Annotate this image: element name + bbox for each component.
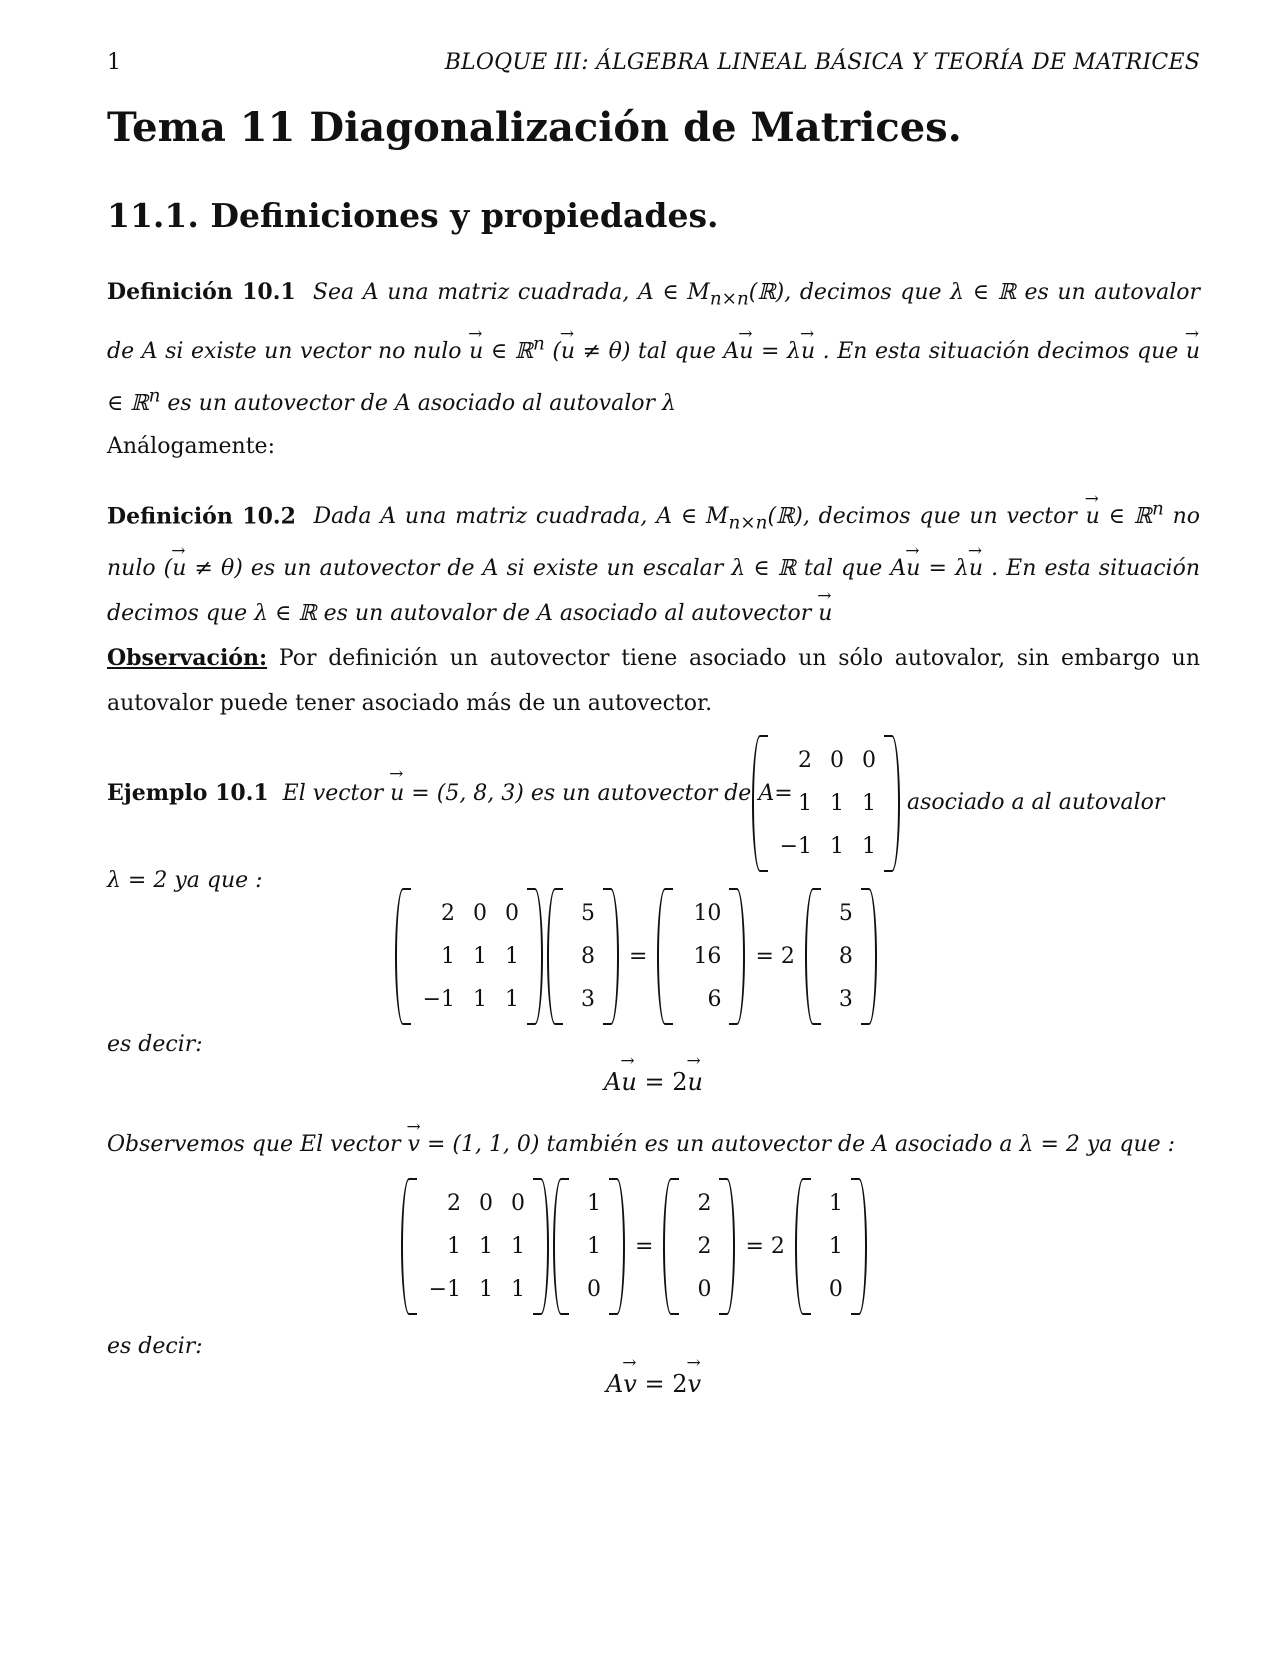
equals-sign: = [629,944,648,969]
matrix-cell: 8 [581,944,595,969]
matrix-cell: 1 [479,1234,493,1259]
matrix-cell: 5 [838,901,853,926]
matrix-cell: 1 [830,791,844,816]
matrix-cell: −1 [779,834,812,859]
product-Av-column [663,1178,735,1315]
product-Au-column [657,888,745,1025]
def-text: Sea A una matriz cuadrada, A ∈ M [312,280,710,305]
matrix-cell: 1 [447,1234,461,1259]
matrix-cell: 1 [473,944,487,969]
vector-u-column [547,888,619,1025]
def-sub: n×n [728,512,768,534]
vector-u: → u [739,329,753,374]
matrix-cell: 8 [838,944,853,969]
matrix-cell: 16 [693,944,722,969]
matrix-cell: 0 [697,1277,712,1302]
example-text: = (5, 8, 3) es un autovector de A= [404,781,793,806]
def-sup: n [1151,499,1164,520]
def-text: no nulo ( [107,504,1200,581]
matrix-cell: 1 [862,791,876,816]
obs-v-text: = (1, 1, 0) también es un autovector de A asociado a λ = 2 ya que : [419,1132,1176,1157]
definition-label: Definición 10.1 [107,279,296,305]
def-sub: n×n [709,288,749,310]
def-text: ≠ θ) tal que A [575,338,740,364]
vector-u: → u [172,546,186,591]
section-heading: 11.1. Definiciones y propiedades. [107,196,719,235]
matrix-cell: 3 [581,987,595,1012]
matrix-cell: 2 [441,901,455,926]
eq-A: A [604,1068,622,1096]
running-title: BLOQUE III: ÁLGEBRA LINEAL BÁSICA Y TEORÍA DE MATRICES [444,50,1200,75]
equals-sign: = [635,1234,654,1259]
matrix-cell: 2 [798,748,812,773]
def-text: (ℝ), decimos que λ ∈ ℝ es un autovalor de A si existe un vector no nulo [107,280,1201,364]
matrix-cell: 1 [587,1191,601,1216]
page-number: 1 [107,50,121,75]
definition-10-2 [107,487,1200,636]
example-text: El vector [282,781,391,806]
eq-mid: = 2 [636,1068,688,1096]
matrix-cell: −1 [422,987,455,1012]
vector-u: → u [390,781,404,806]
example-text-c: asociado a al autovalor [907,790,1165,815]
matrix-cell: 2 [697,1191,712,1216]
vector-u: → u [906,546,920,591]
vector-v: → v [408,1122,420,1167]
observation-v [107,1122,1200,1167]
matrix-cell: 0 [505,901,519,926]
es-decir-2: es decir: [107,1334,203,1359]
matrix-cell: 1 [505,944,519,969]
vector-u: → u [1186,329,1200,374]
product-u [395,888,877,1025]
equation-Au [107,1068,1200,1096]
def-text: . En esta situación decimos que λ ∈ ℝ es un autovalor de A asociado al autovector [107,555,1200,626]
vector-u: → u [801,329,815,374]
vector-u: → u [469,329,483,374]
equals-two: = 2 [755,944,795,969]
matrix-cell: 1 [511,1234,525,1259]
matrix-cell: 6 [707,987,722,1012]
matrix-A-inline [752,735,900,872]
matrix-cell: 1 [511,1277,525,1302]
vector-v: → v [687,1370,701,1398]
matrix-cell: −1 [428,1277,461,1302]
def-sup: n [148,385,161,407]
matrix-A [401,1178,549,1315]
vector-u: → u [561,329,575,374]
equals-two: = 2 [745,1234,785,1259]
matrix-cell: 0 [479,1191,493,1216]
vector-u: → u [969,546,983,591]
matrix-cell: 0 [830,748,844,773]
matrix-A [752,735,900,872]
page-title: Tema 11 Diagonalización de Matrices. [107,104,962,151]
def-text: ∈ ℝ [483,338,533,364]
matrix-cell: 1 [505,987,519,1012]
lambda-line: λ = 2 ya que : [107,868,263,893]
def-text: ( [544,338,561,364]
vector-v-column [795,1178,867,1315]
def-text: Dada A una matriz cuadrada, A ∈ M [313,504,729,530]
vector-v: → v [623,1370,637,1398]
matrix-cell: 3 [838,987,853,1012]
def-text: ∈ ℝ [1099,504,1152,530]
matrix-cell: 1 [830,834,844,859]
product-v [401,1178,867,1315]
def-sup: n [532,333,545,355]
def-text: ≠ θ) es un autovector de A si existe un escalar λ ∈ ℝ tal que A [186,555,907,581]
matrix-cell: 1 [587,1234,601,1259]
matrix-cell: 2 [447,1191,461,1216]
example-heading [107,780,793,806]
matrix-cell: 1 [828,1234,843,1259]
matrix-cell: 2 [697,1234,712,1259]
matrix-cell: 0 [587,1277,601,1302]
vector-u: → u [687,1068,702,1096]
def-text: (ℝ), decimos que un vector [767,504,1086,530]
def-text: = λ [753,338,801,364]
matrix-cell: 1 [441,944,455,969]
def-text: = λ [920,555,969,581]
observation-label: Observación: [107,645,268,671]
observation-text: Por definición un autovector tiene asociado un sólo autovalor, sin embargo un autovalor puede tener asociado más de un autovector. [107,646,1200,716]
definition-label: Definición 10.2 [107,503,296,530]
vector-v-column [553,1178,625,1315]
eq-mid: = 2 [636,1370,688,1398]
vector-u: → u [818,591,832,636]
matrix-cell: 0 [828,1277,843,1302]
vector-u: → u [1086,494,1100,539]
matrix-cell: 1 [798,791,812,816]
example-label: Ejemplo 10.1 [107,780,269,806]
vector-u: → u [621,1068,636,1096]
matrix-cell: 0 [511,1191,525,1216]
matrix-cell: 0 [473,901,487,926]
observation [107,636,1200,726]
matrix-A [395,888,543,1025]
vector-u-column [805,888,877,1025]
matrix-cell: 10 [693,901,722,926]
equation-Av [107,1370,1200,1398]
def-text: . En esta situación decimos que [815,338,1186,364]
matrix-cell: 1 [479,1277,493,1302]
matrix-cell: 1 [473,987,487,1012]
obs-v-text: Observemos que El vector [107,1132,408,1157]
matrix-cell: 1 [828,1191,843,1216]
eq-A: A [605,1370,624,1398]
def-text: ∈ ℝ [107,391,149,417]
analog-text: Análogamente: [107,434,275,459]
definition-10-1 [107,270,1200,426]
matrix-cell: 5 [581,901,595,926]
matrix-cell: 0 [862,748,876,773]
matrix-cell: 1 [862,834,876,859]
def-text: es un autovector de A asociado al autovalor λ [160,391,676,417]
es-decir: es decir: [107,1032,203,1057]
